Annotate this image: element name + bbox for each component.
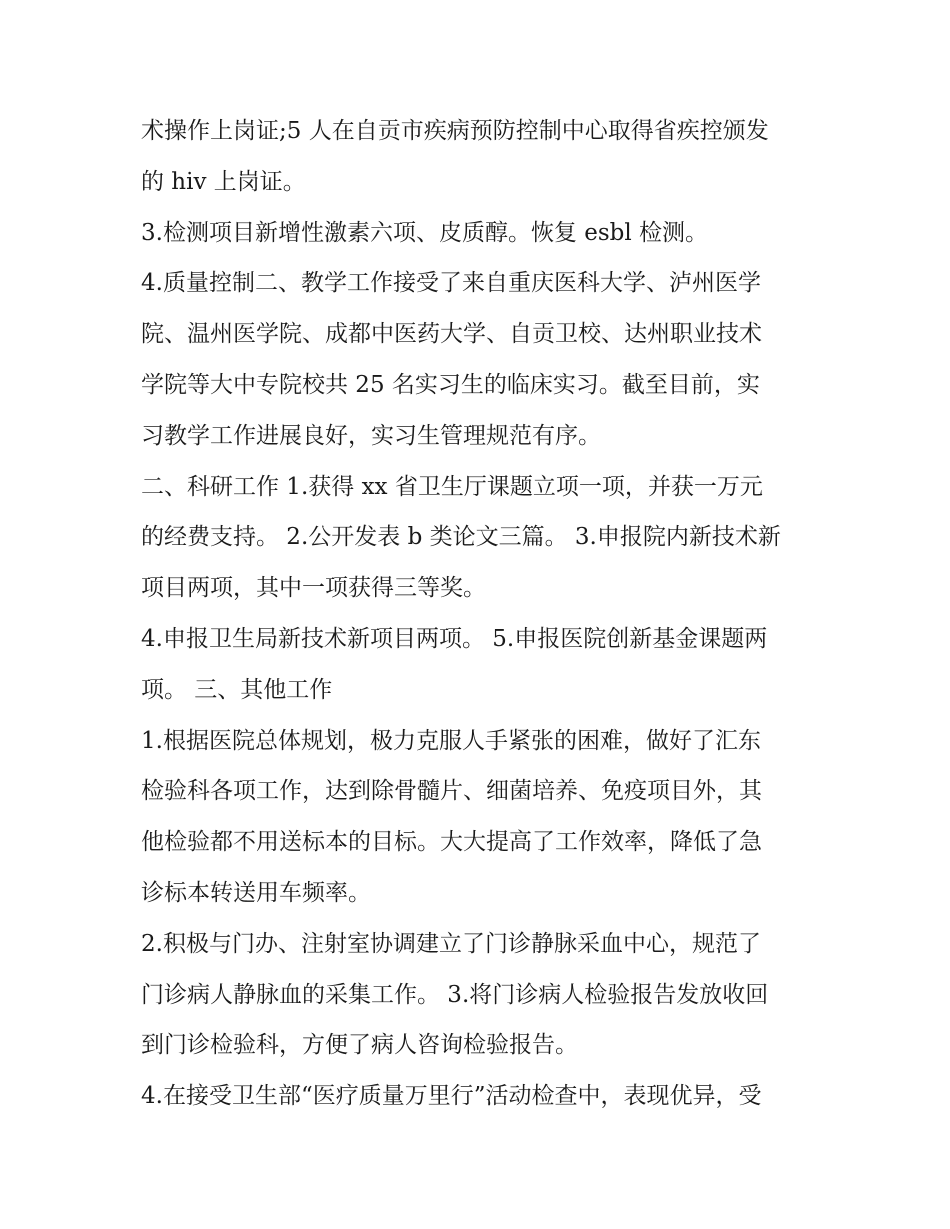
text-line: 院、温州医学院、成都中医药大学、自贡卫校、达州职业技术 [141,321,762,348]
text-line: 项目两项，其中一项获得三等奖。 [141,575,486,602]
text-line: 1.根据医院总体规划，极力克服人手紧张的困难，做好了汇东 [141,727,761,754]
text-line: 2.积极与门办、注射室协调建立了门诊静脉采血中心，规范了 [141,930,761,957]
document-body [141,106,817,1122]
text-line: 3.检测项目新增性激素六项、皮质醇。恢复 esbl 检测。 [141,219,709,246]
text-line: 项。 三、其他工作 [141,676,333,703]
text-line: 4.申报卫生局新技术新项目两项。 5.申报医院创新基金课题两 [141,625,768,652]
text-line: 4.质量控制二、教学工作接受了来自重庆医科大学、泸州医学 [141,270,761,297]
text-line: 检验科各项工作，达到除骨髓片、细菌培养、免疫项目外，其 [141,778,762,805]
text-line: 4.在接受卫生部“医疗质量万里行”活动检查中，表现优异，受 [141,1083,762,1110]
text-line: 到门诊检验科，方便了病人咨询检验报告。 [141,1032,578,1059]
text-line: 学院等大中专院校共 25 名实习生的临床实习。截至目前，实 [141,371,760,398]
text-line: 门诊病人静脉血的采集工作。 3.将门诊病人检验报告发放收回 [141,981,769,1008]
text-line: 二、科研工作 1.获得 xx 省卫生厅课题立项一项，并获一万元 [141,473,763,500]
text-line: 习教学工作进展良好，实习生管理规范有序。 [141,422,601,449]
text-line: 他检验都不用送标本的目标。大大提高了工作效率，降低了急 [141,829,762,856]
text-line: 的 hiv 上岗证。 [141,168,306,195]
text-line: 诊标本转送用车频率。 [141,879,371,906]
text-line: 术操作上岗证;5 人在自贡市疾病预防控制中心取得省疾控颁发 [141,118,769,144]
text-line: 的经费支持。 2.公开发表 b 类论文三篇。 3.申报院内新技术新 [141,524,781,551]
